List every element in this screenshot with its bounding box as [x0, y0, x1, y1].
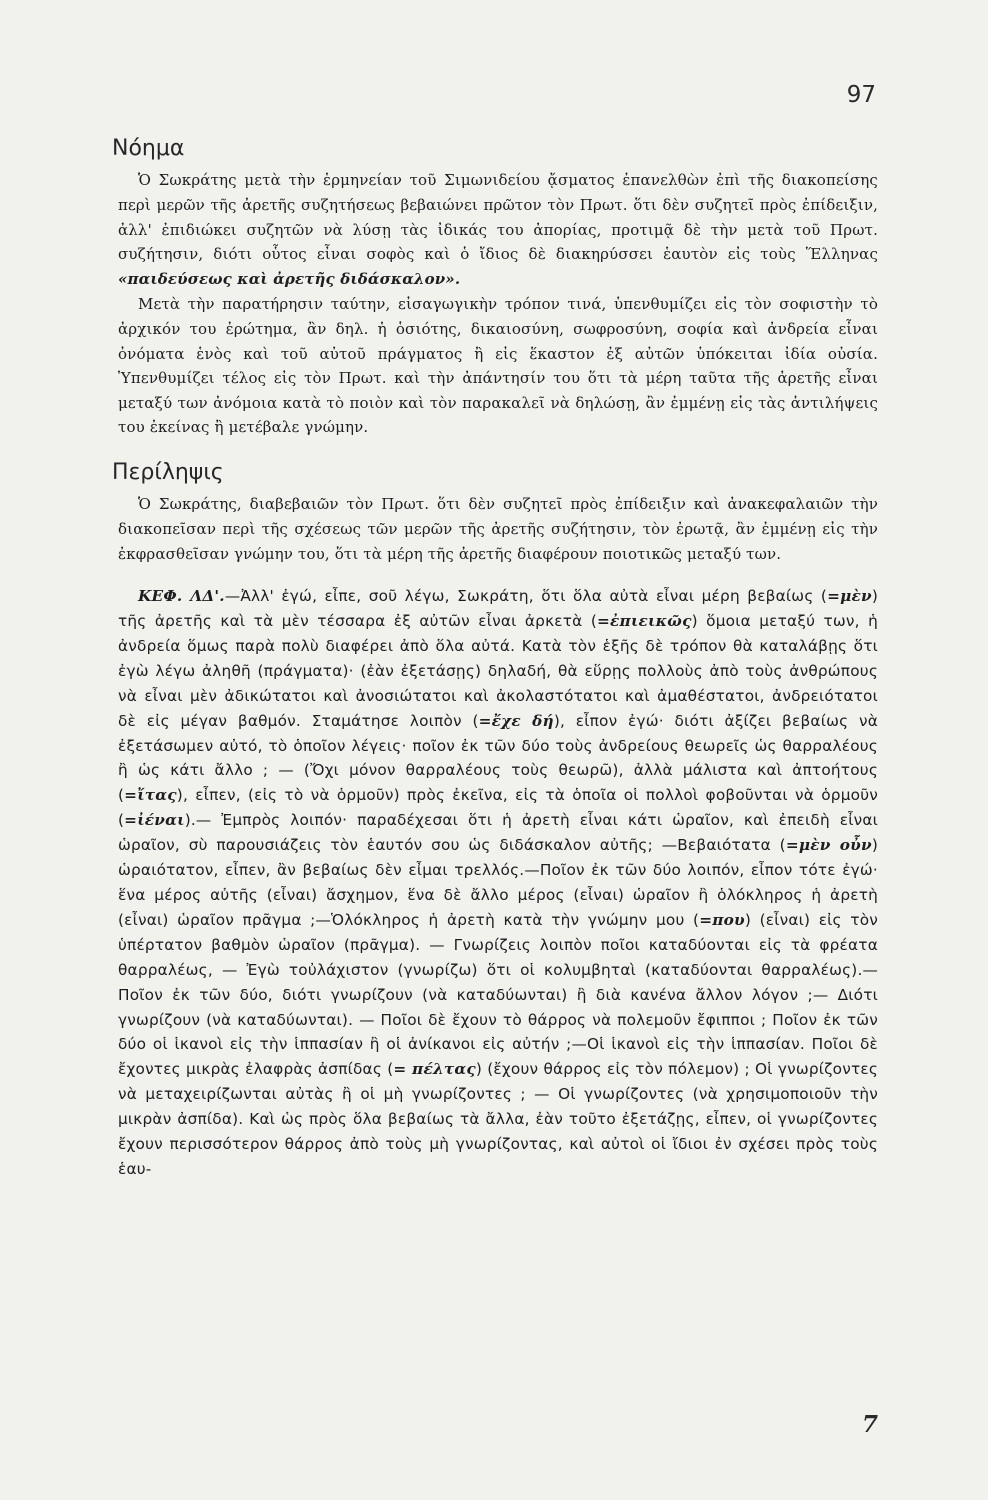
perilipsis-paragraph: Ὁ Σωκράτης, διαβεβαιῶν τὸν Πρωτ. ὅτι δὲν συζητεῖ πρὸς ἐπίδειξιν καὶ ἀνακεφαλαιῶν τὴν διακοπεῖσαν περὶ τῆς σχέσεως τῶν μερῶν τῆς ἀρετῆς συζήτησιν, τὸν ἐρωτᾷ, ἂν ἐμμένῃ εἰς τὴν ἐκφρασθεῖσαν γνώμην του, ὅτι τὰ μέρη τῆς ἀρετῆς διαφέρουν ποιοτικῶς μεταξύ των. [118, 495, 878, 563]
chapter-text-segment: ) ὅμοια μεταξύ των, ἡ ἀνδρεία ὅμως παρὰ πολὺ διαφέρει ἀπὸ ὅλα αὐτά. Κατὰ τὸν ἑξῆς δὲ τρόπον θὰ καταλάβῃς ὅτι ἐγὼ λέγω ἀληθῆ (πράγματα)· (ἐὰν ἐξετάσῃς) δηλαδή, θὰ εὕρῃς πολλοὺς ἀπὸ τοὺς ἀνθρώπους νὰ εἶναι μὲν ἀδικώτατοι καὶ ἀνοσιώτατοι καὶ ἀκολαστότατοι καὶ ἀμαθέστατοι, ἀνδρειότατοι δὲ εἰς μέγαν βαθμόν. Σταμάτησε λοιπὸν ( [118, 612, 879, 730]
chapter-text-segment: ), εἶπεν, (εἰς τὸ νὰ ὁρμοῦν) πρὸς ἐκεῖνα, εἰς τὰ ὁποῖα οἱ πολλοὶ φοβοῦνται νὰ ὁρμοῦν ( [118, 786, 878, 830]
gloss-term: =μὲν [827, 587, 872, 606]
chapter-text [118, 584, 878, 1182]
chapter-text-segment: ) τῆς ἀρετῆς καὶ τὰ μὲν τέσσαρα ἐξ αὐτῶν εἶναι ἀρκετὰ ( [118, 587, 878, 630]
chapter-text-segment: —Ἀλλ' ἐγώ, εἶπε, σοῦ λέγω, Σωκράτη, ὅτι ὅλα αὐτὰ εἶναι μέρη βεβαίως ( [224, 587, 828, 606]
gloss-term: =μὲν οὖν [785, 836, 872, 855]
section-heading-noima: Νόημα [112, 136, 185, 161]
chapter-body [118, 587, 878, 1178]
gloss-term: =ἔχε δή [478, 711, 554, 730]
gloss-term: =που [699, 910, 745, 929]
gloss-term: =ἰέναι [124, 811, 185, 830]
noima-paragraph-2: Μετὰ τὴν παρατήρησιν ταύτην, εἰσαγωγικὴν τρόπον τινά, ὑπενθυμίζει εἰς τὸν σοφιστὴν τὸ ἀρχικόν του ἐρώτημα, ἂν δηλ. ἡ ὁσιότης, δικαιοσύνη, σωφροσύνη, σοφία καὶ ἀνδρεία εἶναι ὀνόματα ἑνὸς καὶ τοῦ αὐτοῦ πράγματος ἢ εἰς ἕκαστον ἐξ αὐτῶν ὑπόκειται ἰδία οὐσία. Ὑπενθυμίζει τέλος εἰς τὸν Πρωτ. καὶ τὴν ἀπάντησίν του ὅτι τὰ μέρη ταῦτα τῆς ἀρετῆς εἶναι μεταξύ των ἀνόμοια κατὰ τὸ ποιὸν καὶ τὸν παρακαλεῖ νὰ δηλώσῃ, ἂν ἐμμένῃ εἰς τὰς ἀντιλήψεις του ἐκείνας ἢ μετέβαλε γνώμην. [118, 295, 878, 437]
section-heading-perilipsis: Περίληψις [112, 459, 224, 485]
chapter-label: ΚΕΦ. ΛΔ'. [138, 587, 225, 606]
signature-mark: 7 [861, 1411, 878, 1438]
chapter-text-segment: ).— Ἐμπρὸς λοιπόν· παραδέχεσαι ὅτι ἡ ἀρετὴ εἶναι κάτι ὡραῖον, καὶ ἐπειδὴ εἶναι ὡραῖον, σὺ παρουσιάζεις τὸν ἑαυτόν σου ὡς διδάσκαλον αὐτῆς; —Βεβαιότατα ( [118, 811, 878, 855]
gloss-term: =ἴτας [124, 786, 177, 805]
chapter-text-segment: ), εἶπον ἐγώ· διότι ἀξίζει βεβαίως νὰ ἐξετάσωμεν αὐτό, τὸ ὁποῖον λέγεις· ποῖον ἐκ τῶν δύο τοὺς ἀνδρείους θεωρεῖς ὡς θαρραλέους ἢ ὡς κάτι ἄλλο ; — (Ὄχι μόνον θαρραλέους τοὺς θεωρῶ), ἀλλὰ μάλιστα καὶ ἀπτοήτους ( [118, 711, 878, 805]
chapter-text-segment: ) (εἶναι) εἰς τὸν ὑπέρτατον βαθμὸν ὡραῖον (πρᾶγμα). — Γνωρίζεις λοιπὸν ποῖοι καταδύονται εἰς τὰ φρέατα θαρραλέως, — Ἐγὼ τοὐλάχιστον (γνωρίζω) ὅτι οἱ κολυμβηταὶ (καταδύονται θαρραλέως).—Ποῖον ἐκ τῶν δύο, διότι γνωρίζουν (νὰ καταδύωνται) ἢ διὰ κανένα ἄλλον λόγον ;— Διότι γνωρίζουν (νὰ καταδύωνται). — Ποῖοι δὲ ἔχουν τὸ θάρρος νὰ πολεμοῦν ἔφιπποι ; Ποῖον ἐκ τῶν δύο οἱ ἱκανοὶ εἰς τὴν ἱππασίαν ἢ οἱ ἀνίκανοι εἰς αὐτήν ;—Οἱ ἱκανοὶ εἰς τὴν ἱππασίαν. Ποῖοι δὲ ἔχοντες μικρὰς ἐλαφρὰς ἀσπίδας ( [118, 910, 878, 1079]
gloss-term: = πέλτας [393, 1060, 476, 1079]
noima-paragraph-1 [118, 168, 878, 291]
page-content [112, 136, 879, 1182]
gloss-term: =ἐπιεικῶς [597, 612, 692, 630]
noima-paragraph-1-emphasis: «παιδεύσεως καὶ ἀρετῆς διδάσκαλον». [118, 269, 461, 288]
page-number: 97 [846, 82, 876, 108]
noima-paragraph-1-text: Ὁ Σωκράτης μετὰ τὴν ἑρμηνείαν τοῦ Σιμωνιδείου ᾄσματος ἐπανελθὼν ἐπὶ τῆς διακοπείσης περὶ μερῶν τῆς ἀρετῆς συζητήσεως βεβαιώνει πρῶτον τὸν Πρωτ. ὅτι δὲν συζητεῖ πρὸς ἐπίδειξιν, ἀλλ' ἐπιδιώκει συζητῶν νὰ λύσῃ τὰς ἰδικάς του ἀπορίας, προτιμᾷ δὲ τὴν μετὰ τοῦ Πρωτ. συζήτησιν, διότι οὗτος εἶναι σοφὸς καὶ ὁ ἴδιος δὲ διακηρύσσει ἑαυτὸν εἰς τοὺς Ἕλληνας [118, 171, 878, 264]
chapter-text-segment: ) (ἔχουν θάρρος εἰς τὸν πόλεμον) ; Οἱ γνωρίζοντες νὰ μεταχειρίζωνται αὐτὰς ἢ οἱ μὴ γνωρίζοντες ; — Οἱ γνωρίζοντες (νὰ χρησιμοποιοῦν τὴν μικρὰν ἀσπίδα). Καὶ ὡς πρὸς ὅλα βεβαίως τὰ ἄλλα, ἐὰν τοῦτο ἐξετάζῃς, εἶπεν, οἱ γνωρίζοντες ἔχουν περισσότερον θάρρος ἀπὸ τοὺς μὴ γνωρίζοντας, καὶ αὐτοὶ οἱ ἴδιοι ἐν σχέσει πρὸς τοὺς ἑαυ- [118, 1060, 879, 1178]
chapter-text-segment: ) ὡραιότατον, εἶπεν, ἂν βεβαίως δὲν εἶμαι τρελλός.—Ποῖον ἐκ τῶν δύο λοιπόν, εἶπον τότε ἐγώ· ἕνα μέρος αὐτῆς (εἶναι) ἄσχημον, ἕνα δὲ ἄλλο μέρος (εἶναι) ὡραῖον ἢ ὁλόκληρος ἡ ἀρετὴ (εἶναι) ὡραῖον πρᾶγμα ;—Ὁλόκληρος ἡ ἀρετὴ κατὰ τὴν γνώμην μου ( [118, 836, 878, 929]
